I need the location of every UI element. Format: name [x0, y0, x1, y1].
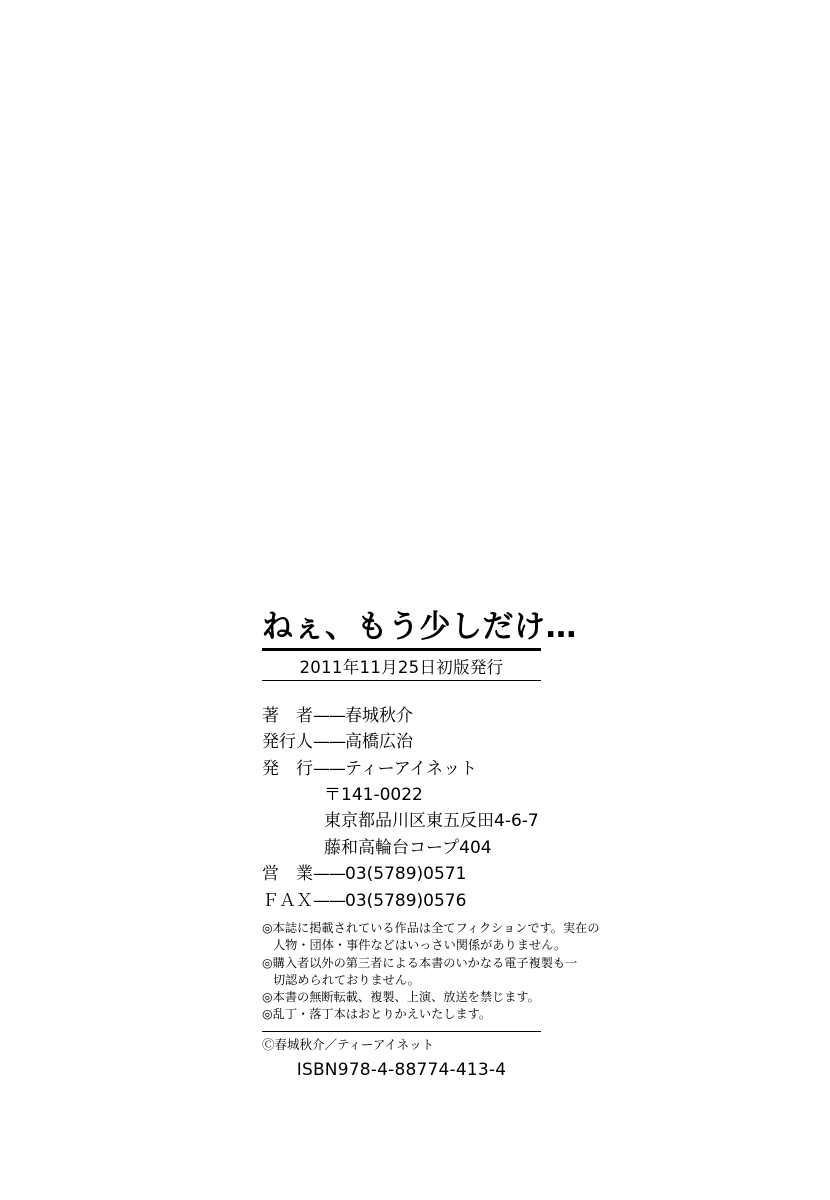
title-divider-thin: [262, 680, 541, 681]
note-text: 乱丁・落丁本はおとりかえいたします。: [272, 1007, 492, 1022]
copyright-divider: [262, 1031, 541, 1032]
note-text: 本誌に掲載されている作品は全てフィクションです。実在の: [272, 920, 600, 935]
note-marker: ◎: [262, 955, 273, 970]
contact-row: [262, 888, 582, 914]
credits-list: [262, 703, 582, 914]
legal-notes: [262, 920, 600, 1024]
note-text: 購入者以外の第三者による本書のいかなる電子複製も一: [272, 955, 578, 970]
address-line: 〒141-0022: [324, 785, 423, 806]
credit-dash: ——: [313, 758, 345, 779]
colophon-block: [262, 609, 600, 1080]
note-text: 切認められておりません。: [273, 972, 420, 987]
contact-row: [262, 861, 582, 887]
contact-dash: ——: [313, 864, 345, 885]
credit-row: [262, 729, 582, 755]
copyright-line: Ⓒ春城秋介／ティーアイネット: [262, 1036, 435, 1052]
contact-dash: ——: [313, 890, 345, 911]
credit-value: 高橋広治: [345, 732, 413, 753]
address-line: 藤和高輪台コープ404: [324, 837, 492, 858]
credit-label: 発行人: [262, 732, 313, 753]
contact-value: 03(5789)0576: [345, 890, 467, 911]
note-line: [262, 955, 582, 972]
note-line: [262, 972, 582, 989]
address-line: 東京都品川区東五反田4-6-7: [324, 811, 539, 832]
contact-label: ＦＡＸ: [262, 890, 313, 911]
note-line: [262, 1006, 582, 1023]
credit-row: [262, 703, 582, 729]
isbn-line: ISBN978-4-88774-413-4: [296, 1059, 507, 1080]
contact-label: 営 業: [262, 864, 313, 885]
credit-row: [262, 756, 582, 782]
credit-dash: ——: [313, 732, 345, 753]
contact-value: 03(5789)0571: [345, 864, 467, 885]
publication-date: 2011年11月25日初版発行: [299, 658, 504, 678]
title-divider-thick: [262, 648, 541, 651]
credit-value: ティーアイネット: [345, 758, 478, 779]
credit-label: 発 行: [262, 758, 313, 779]
note-marker: ◎: [262, 1007, 273, 1022]
credit-value: 春城秋介: [345, 706, 413, 727]
note-text: 人物・団体・事件などはいっさい関係がありません。: [273, 938, 567, 953]
credit-label: 著 者: [262, 706, 313, 727]
note-marker: ◎: [262, 920, 273, 935]
note-line: [262, 989, 582, 1006]
note-text: 本書の無断転載、複製、上演、放送を禁じます。: [272, 990, 540, 1005]
note-line: [262, 920, 600, 937]
note-line: [262, 937, 582, 954]
page-title: ねぇ、もう少しだけ…: [262, 609, 577, 645]
note-marker: ◎: [262, 990, 273, 1005]
credit-dash: ——: [313, 706, 345, 727]
